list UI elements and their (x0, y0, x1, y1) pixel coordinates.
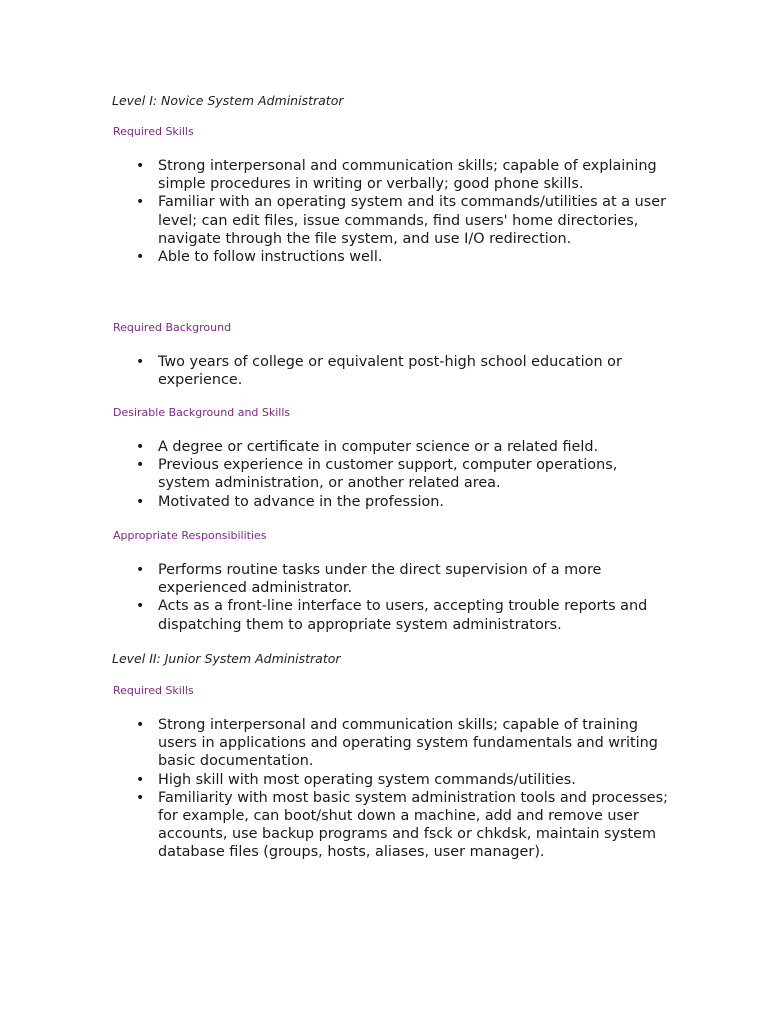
list-item: • Motivated to advance in the profession. (158, 493, 668, 511)
list-item: • Previous experience in customer support, computer operations, system administration, or another related area. (158, 456, 668, 492)
list-item: • Strong interpersonal and communication skills; capable of training users in applications and operating system fundamentals and writing basic documentation. (158, 716, 668, 771)
list-item: • Familiar with an operating system and its commands/utilities at a user level; can edit files, issue commands, find users' home directories, navigate through the file system, and use I/O redirection. (158, 193, 668, 248)
list-item: • High skill with most operating system commands/utilities. (158, 771, 668, 789)
level-1-heading: Level I: Novice System Administrator (112, 93, 344, 108)
level-1-required-background-list (158, 353, 668, 389)
list-item: • Strong interpersonal and communication skills; capable of explaining simple procedures in writing or verbally; good phone skills. (158, 157, 668, 193)
level-1-responsibilities-list (158, 561, 668, 634)
list-item: • Performs routine tasks under the direct supervision of a more experienced administrator. (158, 561, 668, 597)
level-2-required-skills-heading: Required Skills (113, 684, 194, 697)
list-item: • Acts as a front-line interface to users, accepting trouble reports and dispatching them to appropriate system administrators. (158, 597, 668, 633)
list-item: • Two years of college or equivalent post-high school education or experience. (158, 353, 668, 389)
level-2-required-skills-list (158, 716, 668, 862)
list-item: • Able to follow instructions well. (158, 248, 668, 266)
level-1-desirable-list (158, 438, 668, 511)
level-1-responsibilities-heading: Appropriate Responsibilities (113, 529, 267, 542)
level-1-required-skills-list (158, 157, 668, 266)
level-1-required-background-heading: Required Background (113, 321, 232, 334)
level-1-required-skills-heading: Required Skills (113, 125, 194, 138)
level-1-desirable-heading: Desirable Background and Skills (113, 406, 291, 419)
list-item: • Familiarity with most basic system administration tools and processes; for example, can boot/shut down a machine, add and remove user accounts, use backup programs and fsck or chkdsk, maintain system database files (groups, hosts, aliases, user manager). (158, 789, 668, 862)
list-item: • A degree or certificate in computer science or a related field. (158, 438, 668, 456)
level-2-heading: Level II: Junior System Administrator (112, 651, 341, 666)
